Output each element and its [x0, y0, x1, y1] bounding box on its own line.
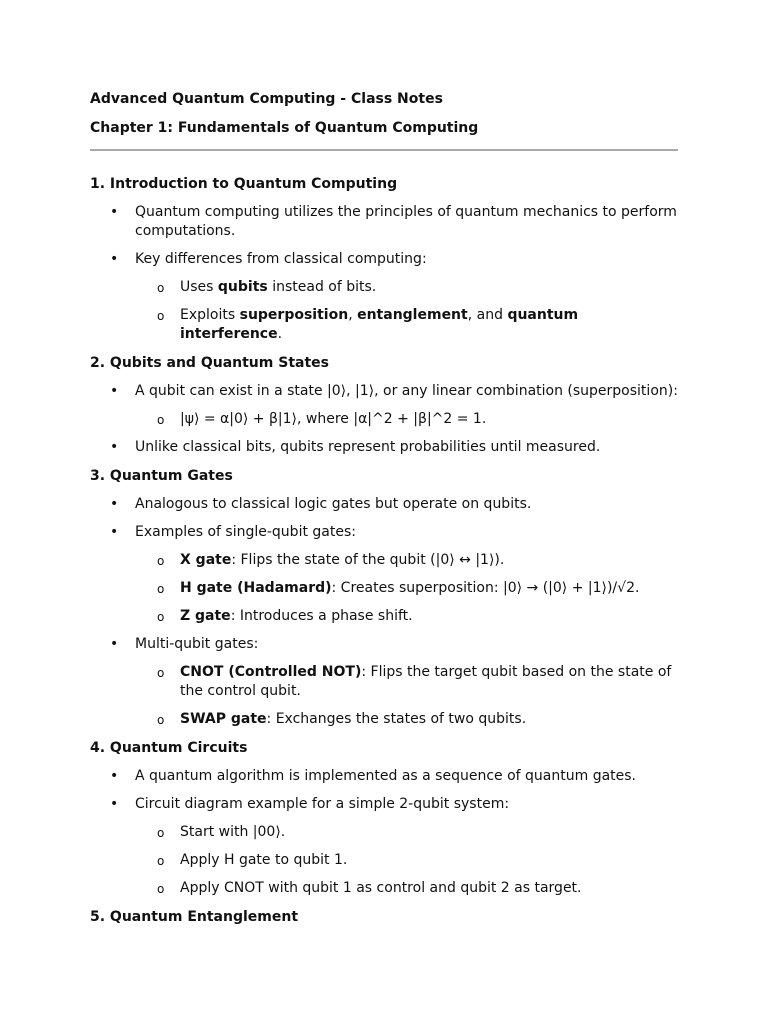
bold-term: quantum interference: [180, 307, 579, 342]
sub-bullet-item: [90, 607, 678, 626]
text-run: Examples of single-qubit gates:: [135, 524, 356, 540]
text-run: : Exchanges the states of two qubits.: [266, 711, 527, 727]
text-run: : Creates superposition: |0⟩ → (|0⟩ + |1⟩)/√2.: [331, 580, 640, 596]
text-run: A qubit can exist in a state |0⟩, |1⟩, or any linear combination (superposition):: [135, 383, 678, 399]
bullet-item: [90, 767, 678, 786]
text-run: Analogous to classical logic gates but operate on qubits.: [135, 496, 532, 512]
sub-bullet-marker: o: [157, 882, 165, 896]
sub-bullet-marker: o: [157, 309, 165, 323]
bullet-marker: •: [110, 383, 119, 399]
text-run: Uses: [180, 279, 218, 295]
bullet-text: [135, 439, 600, 455]
bullet-text: [135, 524, 356, 540]
text-run: Circuit diagram example for a simple 2-qubit system:: [135, 796, 510, 812]
text-run: .: [277, 326, 283, 342]
sub-bullet-item: [90, 823, 678, 842]
bullet-list: [90, 382, 678, 457]
section-heading: 4. Quantum Circuits: [90, 740, 248, 756]
sub-bullet-list: [135, 278, 678, 344]
text-run: instead of bits.: [267, 279, 377, 295]
sub-bullet-marker: o: [157, 582, 165, 596]
bold-term: CNOT (Controlled NOT): [180, 664, 362, 680]
sub-bullet-list: [135, 663, 678, 729]
bullet-marker: •: [110, 768, 119, 784]
sub-bullet-marker: o: [157, 666, 165, 680]
bullet-marker: •: [110, 796, 119, 812]
sub-bullet-marker: o: [157, 854, 165, 868]
section-heading: 2. Qubits and Quantum States: [90, 355, 329, 371]
sub-bullet-marker: o: [157, 281, 165, 295]
text-run: Multi-qubit gates:: [135, 636, 259, 652]
sub-bullet-item: [90, 551, 678, 570]
bullet-item: [90, 795, 678, 898]
document-page: [90, 89, 678, 936]
bullet-text: [135, 204, 677, 239]
bullet-item: [90, 495, 678, 514]
bullet-item: [90, 250, 678, 344]
text-run: ,: [348, 307, 358, 323]
sub-bullet-marker: o: [157, 610, 165, 624]
horizontal-rule: [90, 149, 678, 151]
bullet-item: [90, 635, 678, 729]
bullet-text: [135, 768, 636, 784]
notes-body: [90, 174, 678, 927]
bullet-marker: •: [110, 251, 119, 267]
chapter-heading: Chapter 1: Fundamentals of Quantum Computing: [90, 120, 479, 136]
sub-bullet-marker: o: [157, 826, 165, 840]
sub-bullet-list: [135, 823, 678, 898]
bold-term: H gate (Hadamard): [180, 580, 332, 596]
section: [90, 353, 678, 457]
sub-bullet-item: [90, 410, 678, 429]
text-run: Key differences from classical computing:: [135, 251, 427, 267]
section-heading: 3. Quantum Gates: [90, 468, 233, 484]
sub-bullet-marker: o: [157, 554, 165, 568]
bullet-text: [135, 496, 531, 512]
sub-bullet-list: [135, 410, 678, 429]
sub-bullet-list: [135, 551, 678, 626]
bullet-marker: •: [110, 636, 119, 652]
bullet-item: [90, 203, 678, 241]
sub-bullet-item: [90, 278, 678, 297]
bullet-item: [90, 523, 678, 626]
bullet-list: [90, 767, 678, 898]
sub-bullet-item: [90, 851, 678, 870]
bullet-marker: •: [110, 496, 119, 512]
text-run: |ψ⟩ = α|0⟩ + β|1⟩, where |α|^2 + |β|^2 = 1.: [180, 411, 487, 427]
bullet-text: [135, 251, 427, 267]
bullet-list: [90, 495, 678, 729]
sub-bullet-item: [90, 710, 678, 729]
text-run: Quantum computing utilizes the principles of quantum mechanics to perform computations.: [135, 204, 677, 239]
text-run: Apply CNOT with qubit 1 as control and qubit 2 as target.: [180, 880, 582, 896]
bold-term: superposition: [239, 307, 349, 323]
bullet-marker: •: [110, 439, 119, 455]
bullet-item: [90, 382, 678, 429]
text-run: : Flips the state of the qubit (|0⟩ ↔ |1⟩).: [231, 552, 505, 568]
bullet-list: [90, 203, 678, 344]
bold-term: qubits: [217, 279, 268, 295]
text-run: Exploits: [180, 307, 240, 323]
section-heading: 1. Introduction to Quantum Computing: [90, 176, 398, 192]
bullet-marker: •: [110, 524, 119, 540]
text-run: , and: [467, 307, 508, 323]
section: [90, 738, 678, 898]
sub-bullet-marker: o: [157, 413, 165, 427]
bold-term: SWAP gate: [180, 711, 267, 727]
section-heading: 5. Quantum Entanglement: [90, 909, 299, 925]
bullet-item: [90, 438, 678, 457]
bold-term: X gate: [180, 552, 232, 568]
text-run: Apply H gate to qubit 1.: [180, 852, 348, 868]
text-run: A quantum algorithm is implemented as a sequence of quantum gates.: [135, 768, 637, 784]
text-run: : Flips the target qubit based on the state of the control qubit.: [180, 664, 672, 699]
text-run: Unlike classical bits, qubits represent probabilities until measured.: [135, 439, 601, 455]
sub-bullet-item: [90, 579, 678, 598]
bullet-text: [135, 383, 678, 399]
section: [90, 174, 678, 344]
section: [90, 907, 678, 927]
sub-bullet-marker: o: [157, 713, 165, 727]
text-run: : Introduces a phase shift.: [230, 608, 413, 624]
sub-bullet-item: [90, 879, 678, 898]
bold-term: Z gate: [180, 608, 231, 624]
sub-bullet-item: [90, 306, 678, 344]
sub-bullet-item: [90, 663, 678, 701]
bold-term: entanglement: [357, 307, 468, 323]
section: [90, 466, 678, 729]
bullet-text: [135, 796, 509, 812]
document-title: Advanced Quantum Computing - Class Notes: [90, 91, 443, 107]
bullet-text: [135, 636, 258, 652]
bullet-marker: •: [110, 204, 119, 220]
text-run: Start with |00⟩.: [180, 824, 286, 840]
